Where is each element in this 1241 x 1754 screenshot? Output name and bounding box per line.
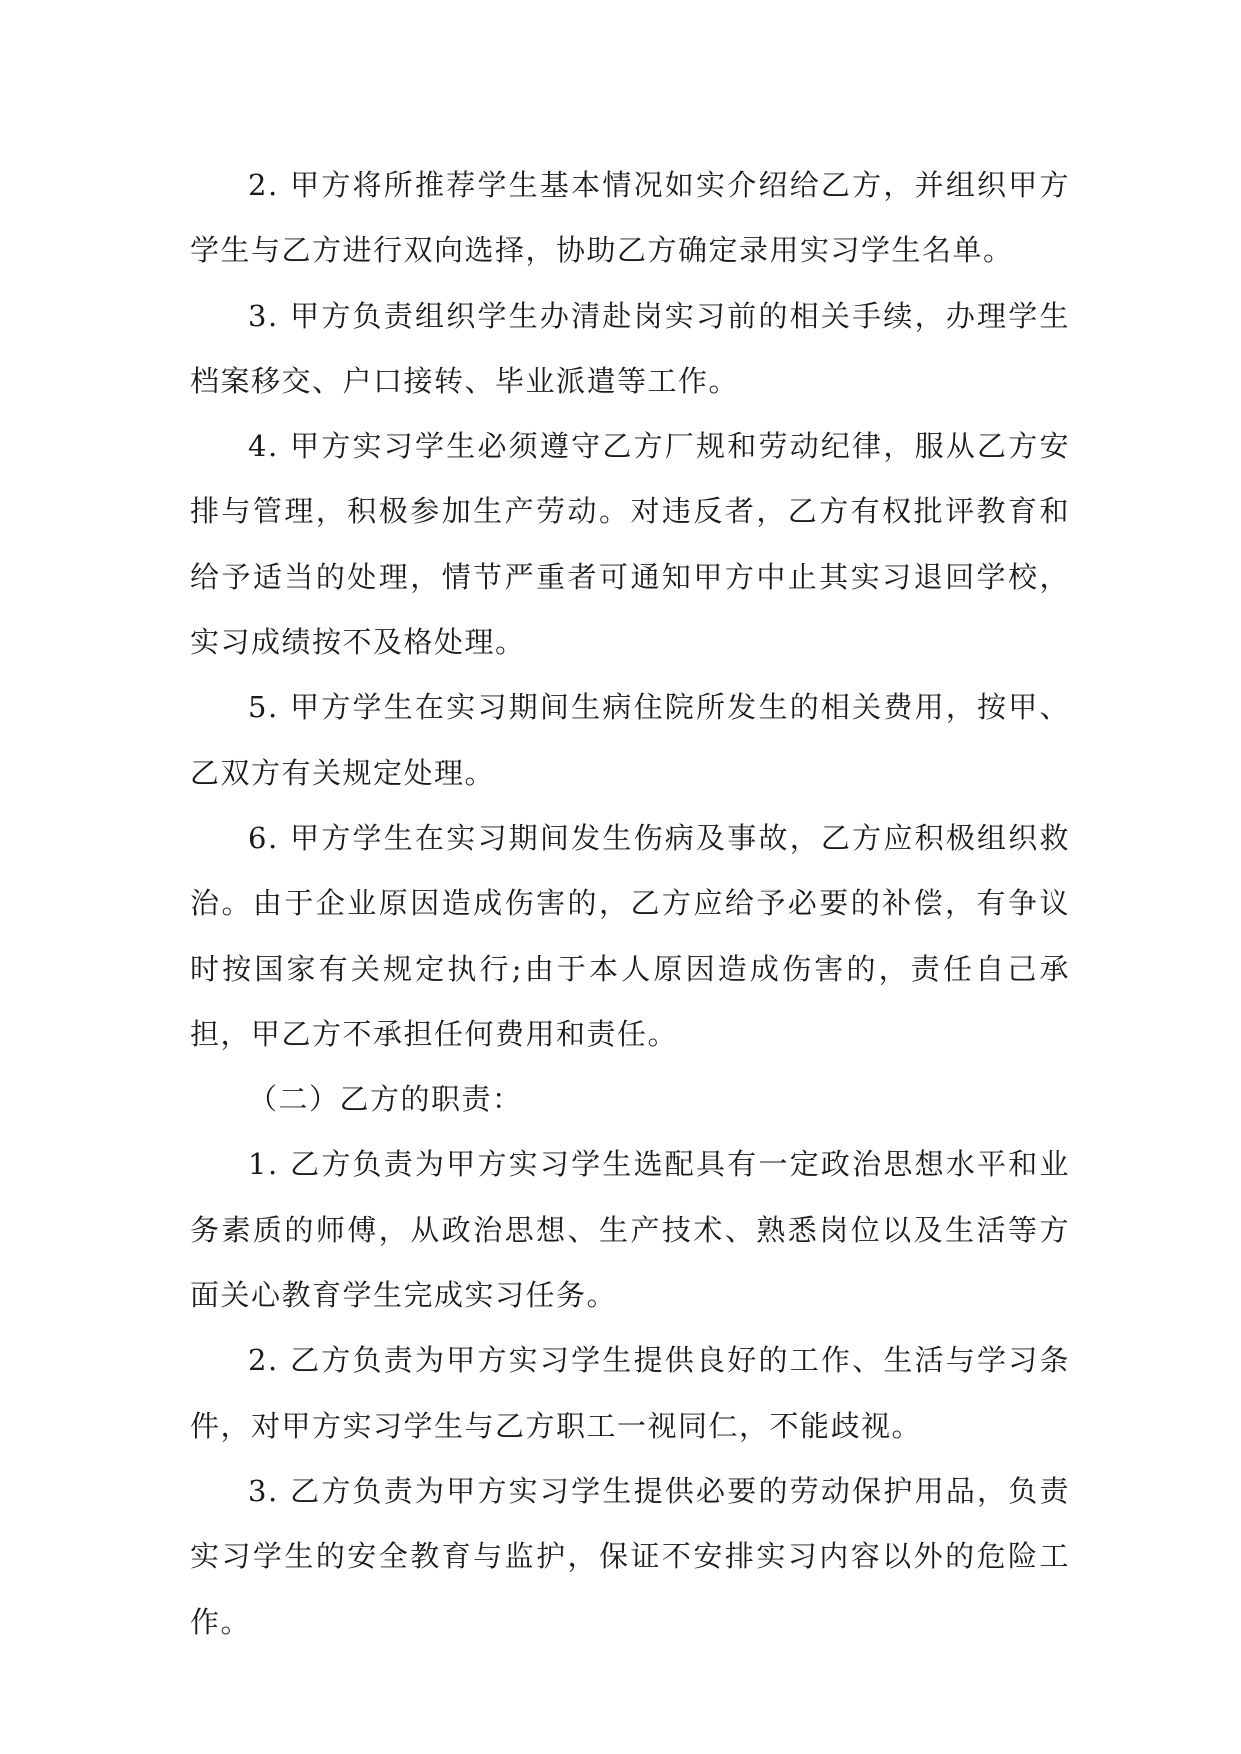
- paragraph-party-a-item-4: 4. 甲方实习学生必须遵守乙方厂规和劳动纪律，服从乙方安排与管理，积极参加生产劳动。对违反者，乙方有权批评教育和给予适当的处理，情节严重者可通知甲方中止其实习退回学校，实习成绩按不及格处理。: [190, 429, 1070, 660]
- document-body: [190, 153, 1070, 1655]
- paragraph-party-a-item-3: 3. 甲方负责组织学生办清赴岗实习前的相关手续，办理学生档案移交、户口接转、毕业派遣等工作。: [190, 298, 1070, 398]
- paragraph-party-a-item-5: 5. 甲方学生在实习期间生病住院所发生的相关费用，按甲、乙双方有关规定处理。: [190, 690, 1070, 790]
- paragraph-party-b-item-2: 2. 乙方负责为甲方实习学生提供良好的工作、生活与学习条件，对甲方实习学生与乙方职工一视同仁，不能歧视。: [190, 1343, 1070, 1443]
- paragraph-party-b-item-1: 1. 乙方负责为甲方实习学生选配具有一定政治思想水平和业务素质的师傅，从政治思想、生产技术、熟悉岗位以及生活等方面关心教育学生完成实习任务。: [190, 1147, 1070, 1313]
- paragraph-party-b-item-3: 3. 乙方负责为甲方实习学生提供必要的劳动保护用品，负责实习学生的安全教育与监护，保证不安排实习内容以外的危险工作。: [190, 1473, 1070, 1639]
- paragraph-party-a-item-2: 2. 甲方将所推荐学生基本情况如实介绍给乙方，并组织甲方学生与乙方进行双向选择，协助乙方确定录用实习学生名单。: [190, 168, 1070, 268]
- section-heading-party-b-duties: （二）乙方的职责：: [248, 1082, 523, 1117]
- paragraph-party-a-item-6: 6. 甲方学生在实习期间发生伤病及事故，乙方应积极组织救治。由于企业原因造成伤害的，乙方应给予必要的补偿，有争议时按国家有关规定执行;由于本人原因造成伤害的，责任自己承担，甲乙方不承担任何费用和责任。: [190, 820, 1070, 1051]
